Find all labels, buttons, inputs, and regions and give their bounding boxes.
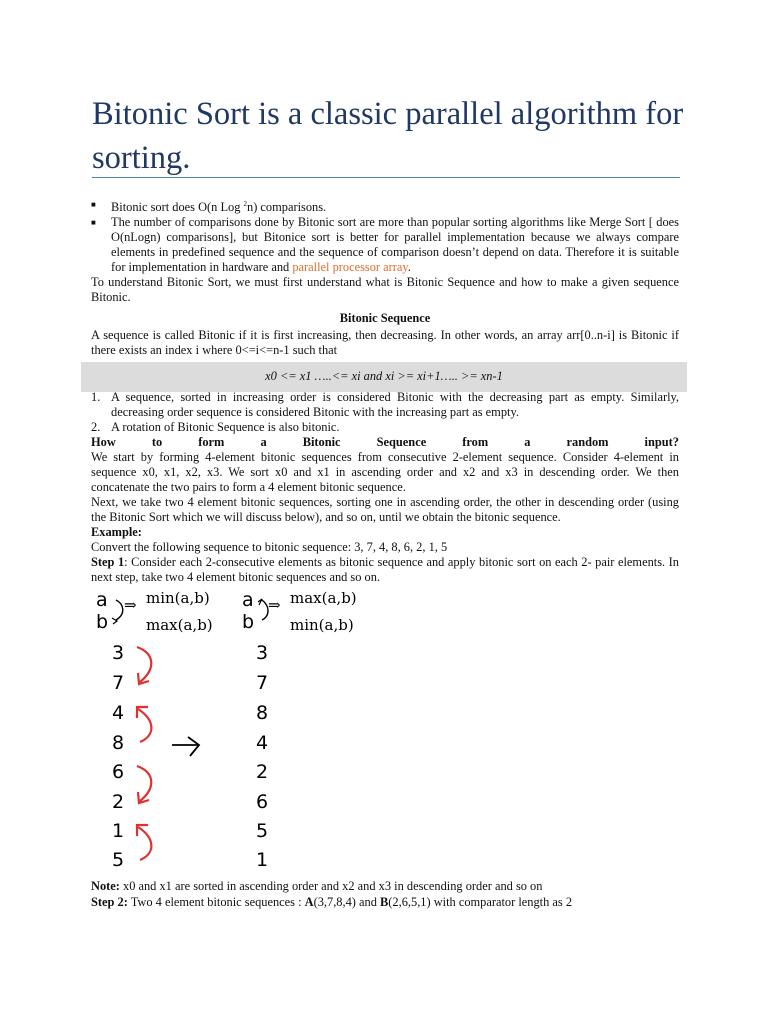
legend-left-arrowhead-icon bbox=[112, 618, 117, 624]
example-label: Example: bbox=[91, 525, 142, 539]
how-heading: How to form a Bitonic Sequence from a random input? bbox=[91, 435, 679, 449]
title-divider bbox=[92, 177, 680, 178]
input-value: 4 bbox=[112, 702, 125, 724]
sequence-a-label: A bbox=[304, 895, 314, 909]
how-paragraph-2: Next, we take two 4 element bitonic sequences, sorting one in ascending order, the other in descending order (using the Bitonic Sort which we will discuss below), and so on, until we obtain the bitonic sequence. bbox=[91, 495, 679, 524]
bullet-text: . bbox=[407, 260, 411, 275]
input-value: 8 bbox=[112, 732, 125, 754]
legend-right-b: b bbox=[242, 611, 255, 633]
comparator-arrows bbox=[137, 647, 151, 860]
comparator-up-arrow-icon bbox=[138, 827, 151, 860]
bullet-item bbox=[91, 197, 679, 215]
legend-left-implies-icon: ⇒ bbox=[124, 596, 137, 614]
output-value: 4 bbox=[256, 732, 269, 754]
bullet-square-icon: ■ bbox=[91, 200, 96, 209]
definition-paragraph: A sequence is called Bitonic if it is first increasing, then decreasing. In other words, an array arr[0..n-i] is Bitonic if there exists an index i where 0<=i<=n-1 such that bbox=[91, 328, 679, 358]
numbered-item bbox=[91, 390, 679, 420]
sequence-b-values: (2,6,5,1) with comparator length as 2 bbox=[388, 895, 573, 909]
numbered-item bbox=[91, 420, 679, 435]
output-value: 5 bbox=[256, 820, 269, 842]
output-value: 1 bbox=[256, 849, 269, 871]
item-text: A sequence, sorted in increasing order is considered Bitonic with the decreasing part as empty. Similarly, decreasing order sequence is considered Bitonic with the increasing part as empty. bbox=[111, 390, 679, 419]
arrowhead-icon bbox=[138, 792, 149, 803]
bullet-text: Bitonic sort does O(n Log bbox=[111, 200, 244, 215]
output-value: 2 bbox=[256, 761, 269, 783]
input-value: 7 bbox=[112, 672, 125, 694]
input-value: 1 bbox=[112, 820, 125, 842]
legend-right-implies-icon: ⇒ bbox=[268, 596, 281, 614]
output-value: 8 bbox=[256, 702, 269, 724]
input-value: 6 bbox=[112, 761, 125, 783]
step1-paragraph bbox=[91, 555, 679, 585]
legend-right-arrowhead-icon bbox=[258, 599, 262, 605]
step1-text: : Consider each 2-consecutive elements as bitonic sequence and apply bitonic sort on each 2- pair elements. In next step, take two 4 element bitonic sequences and so on. bbox=[91, 555, 680, 584]
bullet-item bbox=[91, 215, 679, 275]
legend-right-curve bbox=[262, 600, 268, 620]
comparator-down-arrow-icon bbox=[137, 766, 151, 801]
input-value: 5 bbox=[112, 849, 125, 871]
section-heading: Bitonic Sequence bbox=[339, 311, 431, 326]
arrowhead-icon bbox=[137, 707, 148, 718]
formula-box bbox=[81, 362, 687, 392]
input-value: 2 bbox=[112, 791, 125, 813]
transform-arrow-icon bbox=[172, 737, 199, 756]
comparator-up-arrow-icon bbox=[138, 709, 151, 742]
formula-text: x0 <= x1 …..<= xi and xi >= xi+1….. >= xn-1 bbox=[265, 369, 503, 383]
note-label: Note: bbox=[91, 879, 120, 893]
arrowhead-icon bbox=[138, 673, 149, 684]
input-column bbox=[112, 642, 124, 871]
legend-left-a: a bbox=[96, 589, 108, 611]
comparator-down-arrow-icon bbox=[137, 647, 151, 682]
step2-label: Step 2: bbox=[91, 895, 128, 909]
example-text: Convert the following sequence to bitonic sequence: 3, 7, 4, 8, 6, 2, 1, 5 bbox=[91, 540, 448, 554]
sequence-a-values: (3,7,8,4) and bbox=[313, 895, 381, 909]
note-text: x0 and x1 are sorted in ascending order and x2 and x3 in descending order and so on bbox=[119, 879, 543, 893]
bullet-text: n) comparisons. bbox=[247, 200, 327, 215]
output-value: 6 bbox=[256, 791, 269, 813]
notes-section bbox=[91, 878, 679, 910]
page-title: Bitonic Sort is a classic parallel algorithm for sorting. bbox=[92, 96, 684, 176]
legend-left-bottom: max(a,b) bbox=[146, 616, 213, 634]
sequence-b-label: B bbox=[380, 895, 389, 909]
bullet-list bbox=[91, 197, 679, 275]
intro-section bbox=[91, 197, 679, 358]
legend-left-curve bbox=[116, 600, 123, 620]
legend-right-a: a bbox=[242, 589, 254, 611]
output-value: 3 bbox=[256, 642, 269, 664]
item-number: 1. bbox=[91, 390, 101, 404]
how-paragraph: We start by forming 4-element bitonic sequences from consecutive 2-element sequence. Consider 4-element in sequence x0, x1, x2, x3. We sort x0 and x1 in ascending order and x2 and x3 in descending order. We then concatenate the two pairs to form a 4 element bitonic sequence. bbox=[91, 450, 679, 494]
item-number: 2. bbox=[91, 420, 101, 434]
step2-text: Two 4 element bitonic sequences : bbox=[127, 895, 305, 909]
bullet-square-icon: ■ bbox=[91, 218, 96, 228]
bitonic-details bbox=[91, 390, 679, 585]
parallel-processor-array-link[interactable]: parallel processor array bbox=[292, 260, 408, 275]
legend-right-top: max(a,b) bbox=[290, 589, 357, 607]
note-paragraph bbox=[91, 878, 679, 894]
superscript: 2 bbox=[243, 200, 247, 208]
intro-paragraph: To understand Bitonic Sort, we must first understand what is Bitonic Sequence and how to make a given sequence Bitonic. bbox=[91, 275, 679, 305]
input-value: 3 bbox=[112, 642, 125, 664]
legend-right-bottom: min(a,b) bbox=[290, 616, 354, 634]
bullet-text: The number of comparisons done by Bitonic sort are more than popular sorting algorithms like Merge Sort [ does O(nLogn) comparisons], but Bitonice sort is better for parallel implementation because we always compare elements in predefined sequence and the sequence of comparison doesn’t depend on data. Therefore it is suitable for implementation in hardware and bbox=[111, 215, 679, 275]
legend-left-top: min(a,b) bbox=[146, 589, 210, 607]
step2-paragraph bbox=[91, 894, 679, 910]
legend-left-b: b bbox=[96, 611, 109, 633]
output-column bbox=[256, 642, 268, 871]
step1-label: Step 1 bbox=[91, 555, 125, 569]
output-value: 7 bbox=[256, 672, 269, 694]
item-text: A rotation of Bitonic Sequence is also bitonic. bbox=[111, 420, 340, 434]
arrowhead-icon bbox=[137, 825, 148, 836]
